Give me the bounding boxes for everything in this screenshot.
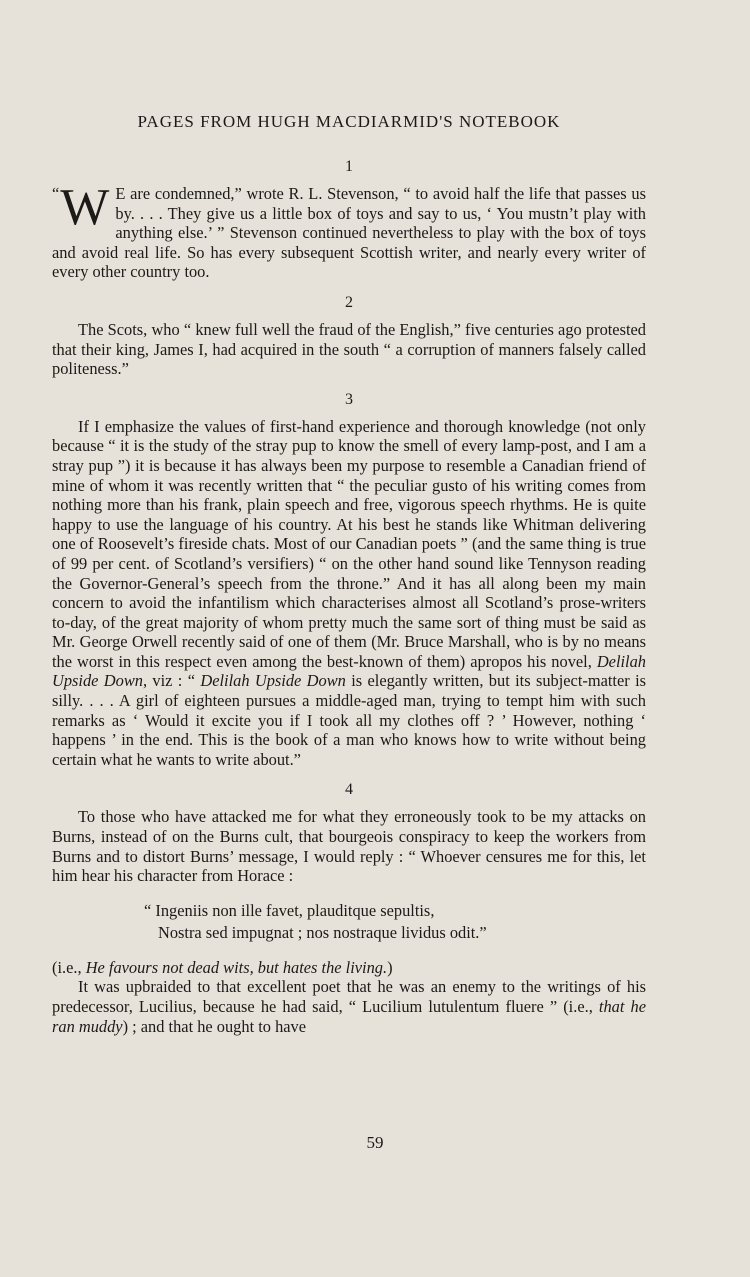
section-1-paragraph — [52, 179, 646, 282]
section-number-1: 1 — [345, 158, 353, 175]
verse-line-1: “ Ingeniis non ille favet, plauditque sepultis, — [144, 900, 435, 920]
translation-italic: He favours not dead wits, but hates the living. — [85, 957, 388, 977]
continuation-text-b: ) ; and that he ought to have — [122, 1016, 307, 1036]
section-3-text-c: is elegantly written, but its subject-matter is silly. . . . A girl of eighteen pursues a middle-aged man, trying to tempt him with such remarks as ‘ Would it excite you if I took all my clothes off ? ’ However, nothing ‘ happens ’ in the end. This is the book of a man who knows how to write without being certain what he wants to write about.” — [52, 671, 646, 769]
continuation-italic: that he ran muddy — [52, 997, 646, 1036]
verse-line-2: Nostra sed impugnat ; nos nostraque lividus odit.” — [158, 922, 487, 942]
section-2-paragraph — [52, 320, 646, 379]
section-4-continuation — [52, 977, 646, 1036]
continuation-text-a: It was upbraided to that excellent poet that he was an enemy to the writings of his predecessor, Lucilius, because he had said, “ Lucilium lutulentum fluere ” (i.e., — [52, 977, 646, 1016]
section-4-paragraph — [52, 807, 646, 885]
section-number-3: 3 — [345, 390, 353, 408]
book-title-italic: Delilah Upside Down — [52, 651, 646, 691]
section-3-paragraph — [52, 417, 646, 770]
latin-verse-quote — [144, 900, 646, 944]
section-2-text: The Scots, who “ knew full well the fraud of the English,” five centuries ago protested that their king, James I, had acquired in the south “ a corruption of manners falsely called politeness.” — [52, 319, 646, 379]
translation-line — [52, 958, 646, 978]
section-4-text: To those who have attacked me for what they erroneously took to be my attacks on Burns, instead of on the Burns cult, that bourgeois conspiracy to keep the workers from Burns and to distort Burns’ message, I would reply : “ Whoever censures me for this, let him hear his character from Horace : — [52, 807, 646, 886]
running-head: PAGES FROM HUGH MACDIARMID'S NOTEBOOK — [137, 112, 561, 131]
page-body — [52, 104, 646, 1036]
section-1-text: E are condemned,” wrote R. L. Stevenson, “ to avoid half the life that passes us by. . . . They give us a little box of toys and say to us, ‘ You mustn’t play with anything else.’ ” Stevenson continued nevertheless to play with the box of toys and avoid real life. So has every subsequent Scottish writer, and nearly every writer of every other country too. — [52, 184, 646, 282]
section-number-4: 4 — [345, 781, 353, 799]
translation-open: (i.e., — [52, 957, 86, 977]
section-number-2: 2 — [345, 293, 353, 311]
translation-close: ) — [387, 957, 393, 977]
section-3-text-b: , viz : “ — [142, 671, 201, 691]
dropcap-letter: W — [60, 179, 110, 236]
book-title-italic: Delilah Upside Down — [200, 671, 346, 691]
dropcap-open-quote: “ — [52, 184, 60, 203]
page-number: 59 — [366, 1133, 384, 1152]
section-3-text-a: If I emphasize the values of first-hand experience and thorough knowledge (not only because “ it is the study of the stray pup to know the smell of every lamp-post, and I am a stray pup ”) it is because it has always been my purpose to resemble a Canadian friend of mine of whom it was recently written that “ the peculiar gusto of his writing comes from nothing more than his frank, plain speech and free, vigorous speech rhythms. He is quite happy to use the language of his country. At his best he stands like Whitman delivering one of Roosevelt’s fireside chats. Most of our Canadian poets ” (and the same thing is true of 99 per cent. of Scotland’s versifiers) “ on the other hand sound like Tennyson reading the Governor-General’s speech from the throne.” And it has all along been my main concern to avoid the infantilism which characterises almost all Scotland’s prose-writers to-day, of the great majority of whom pretty much the same sort of thing must be said as Mr. George Orwell recently said of one of them (Mr. Bruce Marshall, who is by no means the worst in this respect even among the best-known of them) apropos his novel, — [52, 416, 646, 671]
